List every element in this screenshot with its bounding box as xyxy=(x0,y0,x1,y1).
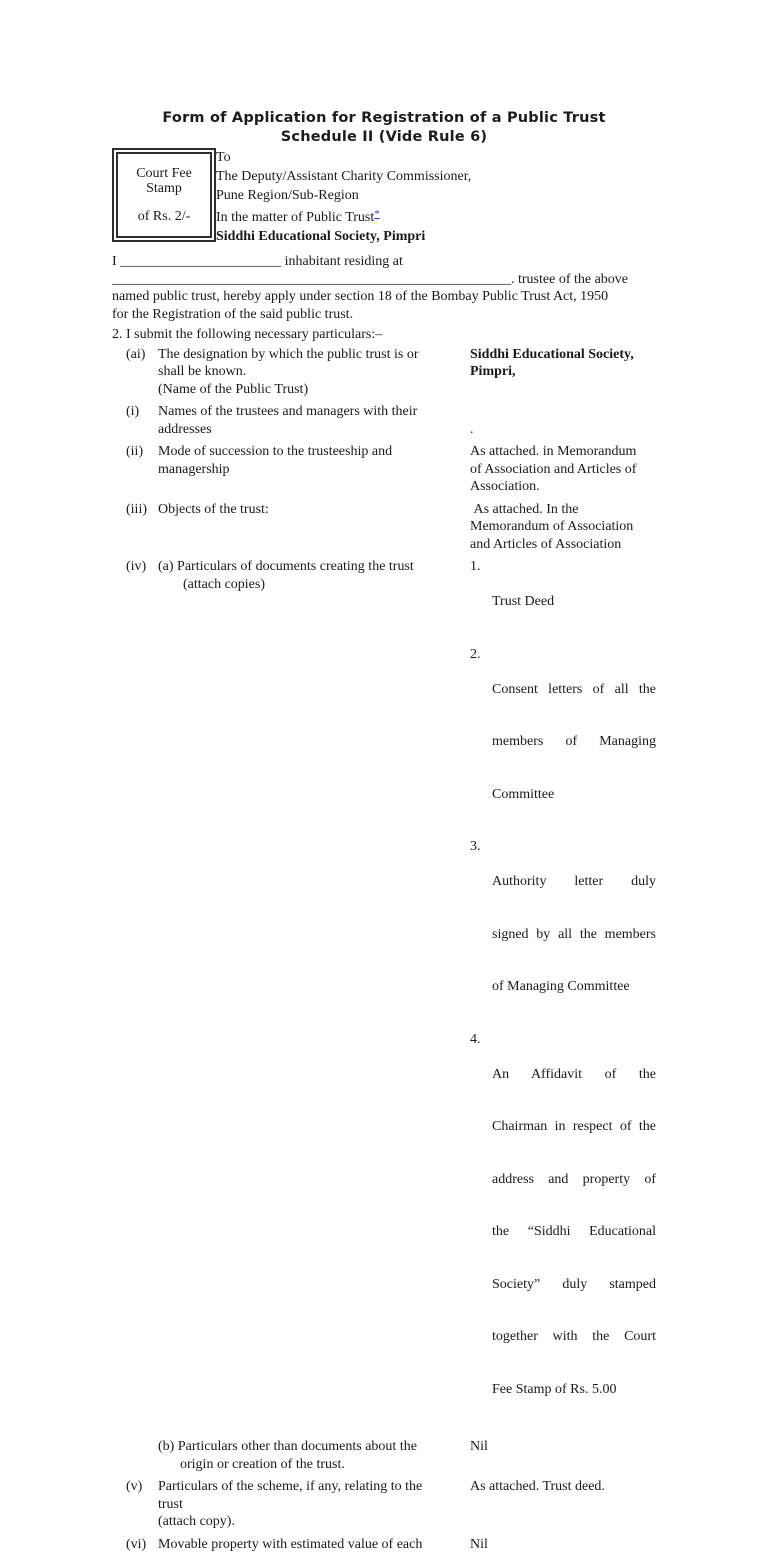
stamp-box-line1: Court Fee Stamp xyxy=(118,166,210,196)
addressee-salutation: To xyxy=(216,148,471,167)
particular-row-b xyxy=(126,1438,768,1473)
item-text-line: Consent letters of all the xyxy=(492,681,656,699)
row-question xyxy=(158,403,453,438)
row-question xyxy=(158,1438,453,1473)
header-row xyxy=(112,148,768,246)
numbered-item-1 xyxy=(470,558,660,646)
item-number: 2. xyxy=(470,646,492,664)
row-label: (i) xyxy=(126,403,158,421)
row-answer xyxy=(470,346,660,381)
row-label: (iv) xyxy=(126,558,158,576)
item-text xyxy=(492,558,656,646)
answer-line: Pimpri, xyxy=(470,363,660,381)
question-line: (a) Particulars of documents creating the trust xyxy=(158,558,453,576)
item-text-line: Committee xyxy=(492,786,656,804)
question-line: Particulars of the scheme, if any, relating to the xyxy=(158,1478,453,1496)
particular-row-v xyxy=(126,1478,768,1531)
intro-line-3: named public trust, hereby apply under section 18 of the Bombay Public Trust Act, 1950 xyxy=(112,288,712,306)
addressee-region: Pune Region/Sub-Region xyxy=(216,186,471,205)
question-line: (Name of the Public Trust) xyxy=(158,381,453,399)
answer-line: As attached. Trust deed. xyxy=(470,1478,660,1496)
row-question xyxy=(158,443,453,478)
row-answer xyxy=(470,501,660,554)
item-text-line: members of Managing xyxy=(492,733,656,751)
question-line: (attach copies) xyxy=(158,576,453,594)
row-label: (ii) xyxy=(126,443,158,461)
numbered-item-4 xyxy=(470,1031,660,1434)
row-label: (vi) xyxy=(126,1536,158,1553)
row-question xyxy=(158,1536,453,1553)
question-line: Movable property with estimated value of each xyxy=(158,1536,453,1553)
answer-line: As attached. In the xyxy=(470,501,660,519)
form-title-line1: Form of Application for Registration of a Public Trust xyxy=(0,109,768,128)
particulars-list xyxy=(126,346,768,1553)
intro-line-4: for the Registration of the said public trust. xyxy=(112,306,712,324)
form-title-line2: Schedule II (Vide Rule 6) xyxy=(0,128,768,147)
addressee-block xyxy=(216,148,471,246)
matter-line-text: In the matter of Public Trust xyxy=(216,210,374,225)
question-line: trust xyxy=(158,1496,453,1514)
row-question xyxy=(158,1478,453,1531)
answer-line: of Association and Articles of xyxy=(470,461,660,479)
item-text-line: Authority letter duly xyxy=(492,873,656,891)
numbered-item-2 xyxy=(470,646,660,839)
particular-row-vi xyxy=(126,1536,768,1553)
row-answer xyxy=(470,1536,660,1553)
matter-line xyxy=(216,205,471,227)
particular-row-iv xyxy=(126,558,768,1433)
question-line: (b) Particulars other than documents about the xyxy=(158,1438,453,1456)
court-fee-stamp-box-inner xyxy=(116,152,212,238)
item-text xyxy=(492,646,656,839)
row-answer-numbered-list xyxy=(470,558,660,1433)
answer-line: Nil xyxy=(470,1536,660,1553)
item-text-line: together with the Court xyxy=(492,1328,656,1346)
court-fee-stamp-box xyxy=(112,148,216,242)
item-text-line: Society” duly stamped xyxy=(492,1276,656,1294)
trust-name: Siddhi Educational Society, Pimpri xyxy=(216,227,471,246)
answer-line: Siddhi Educational Society, xyxy=(470,346,660,364)
question-line: Names of the trustees and managers with their xyxy=(158,403,453,421)
clause-2-heading: 2. I submit the following necessary particulars:– xyxy=(112,326,712,344)
row-label: (ai) xyxy=(126,346,158,364)
item-text-line: Fee Stamp of Rs. 5.00 xyxy=(492,1381,656,1399)
item-text-line: of Managing Committee xyxy=(492,978,656,996)
row-answer xyxy=(470,403,660,438)
item-text xyxy=(492,1031,656,1434)
row-label: (v) xyxy=(126,1478,158,1496)
row-question xyxy=(158,558,453,593)
stamp-box-line2: of Rs. 2/- xyxy=(138,209,191,224)
particular-row-i xyxy=(126,403,768,438)
particular-row-ai xyxy=(126,346,768,399)
numbered-item-3 xyxy=(470,838,660,1031)
question-line: addresses xyxy=(158,421,453,439)
item-text-line: Trust Deed xyxy=(492,593,656,611)
question-line: Mode of succession to the trusteeship and xyxy=(158,443,453,461)
item-text-line: Chairman in respect of the xyxy=(492,1118,656,1136)
question-line: (attach copy). xyxy=(158,1513,453,1531)
particular-row-iii xyxy=(126,501,768,554)
question-line: Objects of the trust: xyxy=(158,501,453,519)
row-question xyxy=(158,501,453,519)
item-text-line: An Affidavit of the xyxy=(492,1066,656,1084)
answer-line: Association. xyxy=(470,478,660,496)
row-question xyxy=(158,346,453,399)
addressee-commissioner: The Deputy/Assistant Charity Commissioner, xyxy=(216,167,471,186)
row-label: (iii) xyxy=(126,501,158,519)
answer-line: . xyxy=(470,421,660,439)
row-answer xyxy=(470,1478,660,1496)
intro-line-2: _________________________________________________________. trustee of the above xyxy=(112,271,712,289)
answer-line: Memorandum of Association xyxy=(470,518,660,536)
footnote-asterisk-link[interactable]: * xyxy=(374,208,380,220)
item-number: 4. xyxy=(470,1031,492,1049)
answer-line: and Articles of Association xyxy=(470,536,660,554)
particular-row-ii xyxy=(126,443,768,496)
answer-line: Nil xyxy=(470,1438,660,1456)
item-text-line: address and property of xyxy=(492,1171,656,1189)
item-number: 3. xyxy=(470,838,492,856)
row-answer xyxy=(470,1438,660,1456)
item-text-line: the “Siddhi Educational xyxy=(492,1223,656,1241)
question-line: shall be known. xyxy=(158,363,453,381)
answer-line: As attached. in Memorandum xyxy=(470,443,660,461)
intro-paragraph xyxy=(112,253,712,344)
item-text-line: signed by all the members xyxy=(492,926,656,944)
question-line: managership xyxy=(158,461,453,479)
intro-line-1: I _______________________ inhabitant residing at xyxy=(112,253,712,271)
row-answer xyxy=(470,443,660,496)
item-number: 1. xyxy=(470,558,492,576)
question-line: The designation by which the public trust is or xyxy=(158,346,453,364)
question-line: origin or creation of the trust. xyxy=(158,1456,453,1474)
item-text xyxy=(492,838,656,1031)
form-title xyxy=(0,0,768,147)
